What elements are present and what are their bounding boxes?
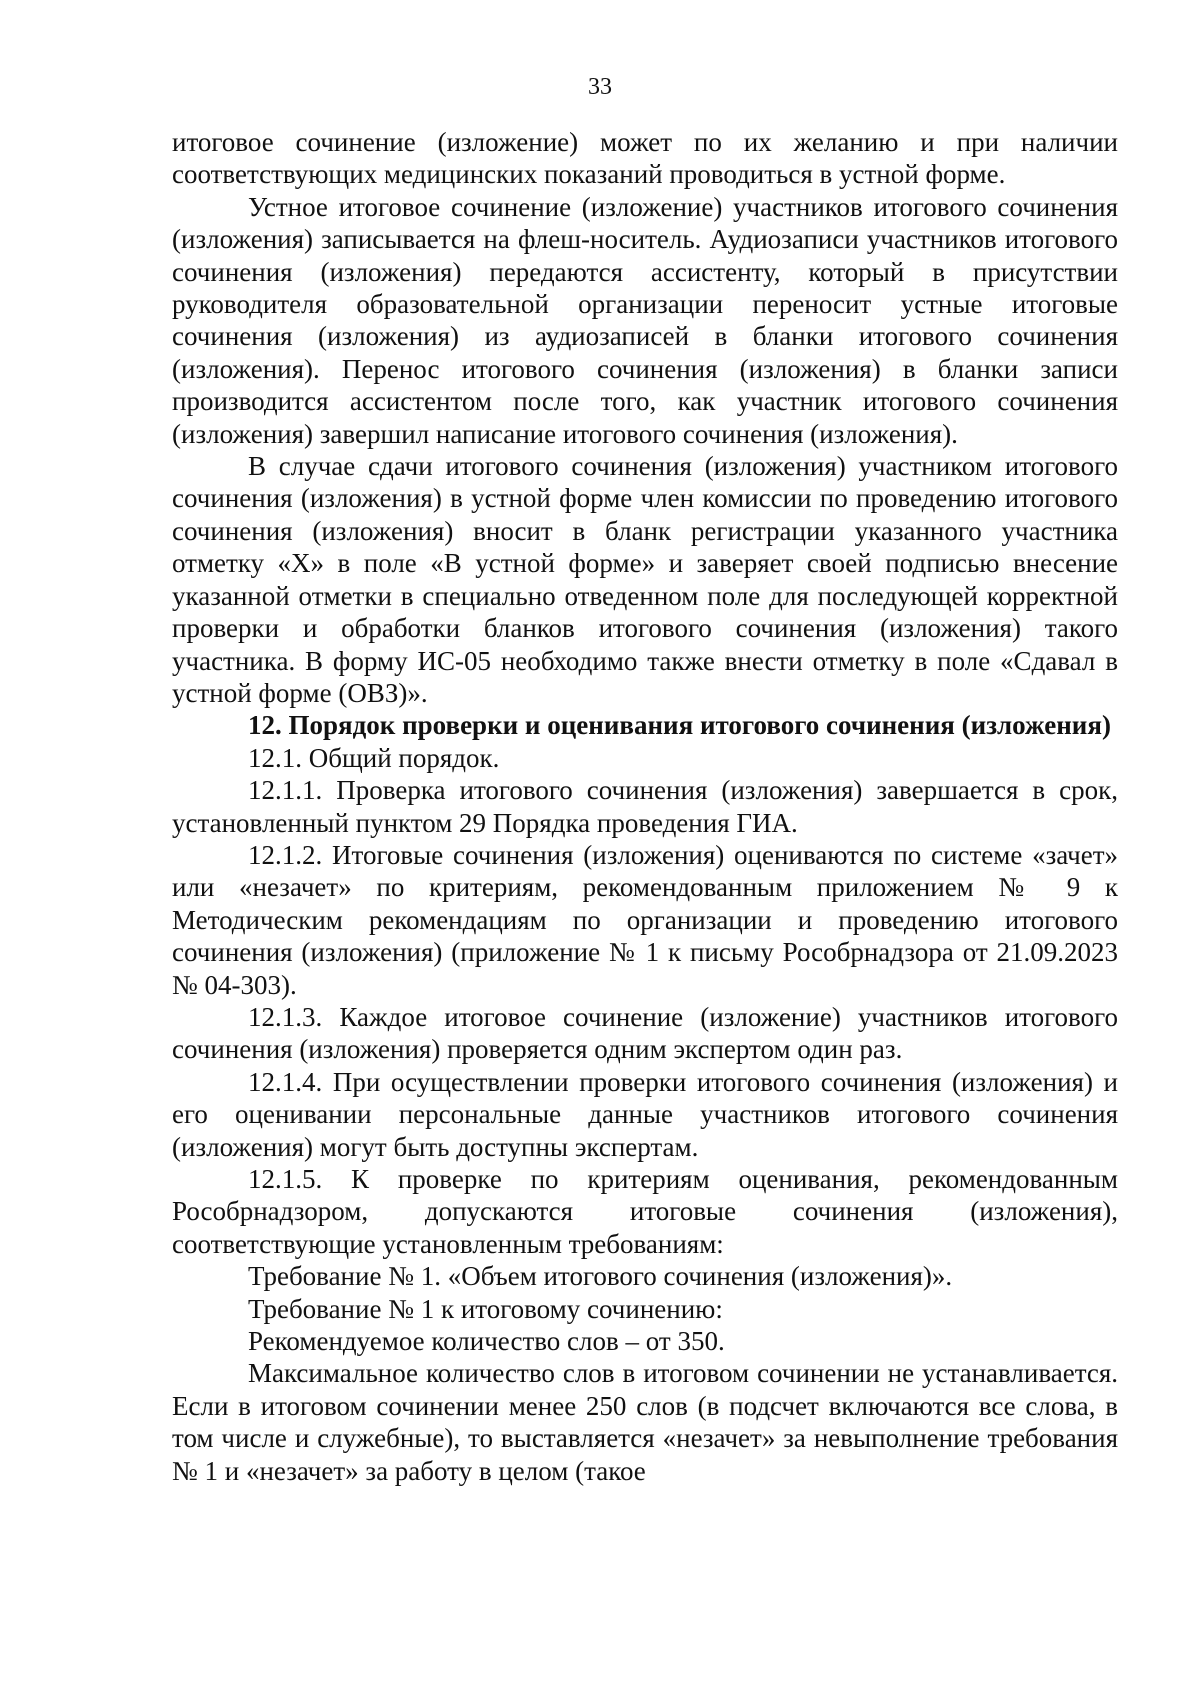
document-body xyxy=(172,126,1118,1487)
paragraph-oral-form-mark: В случае сдачи итогового сочинения (изложения) участником итогового сочинения (изложения) в устной форме член комиссии по проведению итогового сочинения (изложения) вносит в бланк регистрации указанного участника отметку «X» в поле «В устной форме» и заверяет своей подписью внесение указанной отметки в специально отведенном поле для последующей корректной проверки и обработки бланков итогового сочинения (изложения) такого участника. В форму ИС-05 необходимо также внести отметку в поле «Сдавал в устной форме (ОВЗ)». xyxy=(172,451,1118,708)
paragraph-12-1: 12.1. Общий порядок. xyxy=(248,742,500,773)
paragraph-requirement-1-essay: Требование № 1 к итоговому сочинению: xyxy=(248,1293,723,1324)
paragraph-oral-recording: Устное итоговое сочинение (изложение) участников итогового сочинения (изложения) записывается на флеш-носитель. Аудиозаписи участников итогового сочинения (изложения) передаются ассистенту, который в присутствии руководителя образовательной организации переносит устные итоговые сочинения (изложения) из аудиозаписей в бланки итогового сочинения (изложения). Перенос итогового сочинения (изложения) в бланки записи производится ассистентом после того, как участник итогового сочинения (изложения) завершил написание итогового сочинения (изложения). xyxy=(172,191,1118,449)
paragraph-continuation: итоговое сочинение (изложение) может по их желанию и при наличии соответствующих медицинских показаний проводиться в устной форме. xyxy=(172,127,1118,190)
paragraph-12-1-5: 12.1.5. К проверке по критериям оценивания, рекомендованным Рособрнадзором, допускаются итоговые сочинения (изложения), соответствующие установленным требованиям: xyxy=(172,1164,1118,1259)
paragraph-requirement-1: Требование № 1. «Объем итогового сочинения (изложения)». xyxy=(248,1261,953,1292)
section-heading-12: 12. Порядок проверки и оценивания итогового сочинения (изложения) xyxy=(248,710,1111,741)
paragraph-12-1-1: 12.1.1. Проверка итогового сочинения (изложения) завершается в срок, установленный пунктом 29 Порядка проведения ГИА. xyxy=(172,775,1118,838)
paragraph-12-1-4: 12.1.4. При осуществлении проверки итогового сочинения (изложения) и его оценивании персональные данные участников итогового сочинения (изложения) могут быть доступны экспертам. xyxy=(172,1066,1118,1162)
paragraph-max-words: Максимальное количество слов в итоговом сочинении не устанавливается. Если в итоговом сочинении менее 250 слов (в подсчет включаются все слова, в том числе и служебные), то выставляется «незачет» за невыполнение требования № 1 и «незачет» за работу в целом (такое xyxy=(172,1358,1118,1486)
paragraph-recommended-words: Рекомендуемое количество слов – от 350. xyxy=(248,1326,725,1357)
page-number: 33 xyxy=(588,74,612,100)
paragraph-12-1-2: 12.1.2. Итоговые сочинения (изложения) оцениваются по системе «зачет» или «незачет» по критериям, рекомендованным приложением № 9 к Методическим рекомендациям по организации и проведению итогового сочинения (изложения) (приложение № 1 к письму Рособрнадзора от 21.09.2023 № 04-303). xyxy=(172,839,1118,1000)
paragraph-12-1-3: 12.1.3. Каждое итоговое сочинение (изложение) участников итогового сочинения (изложения) проверяется одним экспертом один раз. xyxy=(172,1001,1118,1065)
